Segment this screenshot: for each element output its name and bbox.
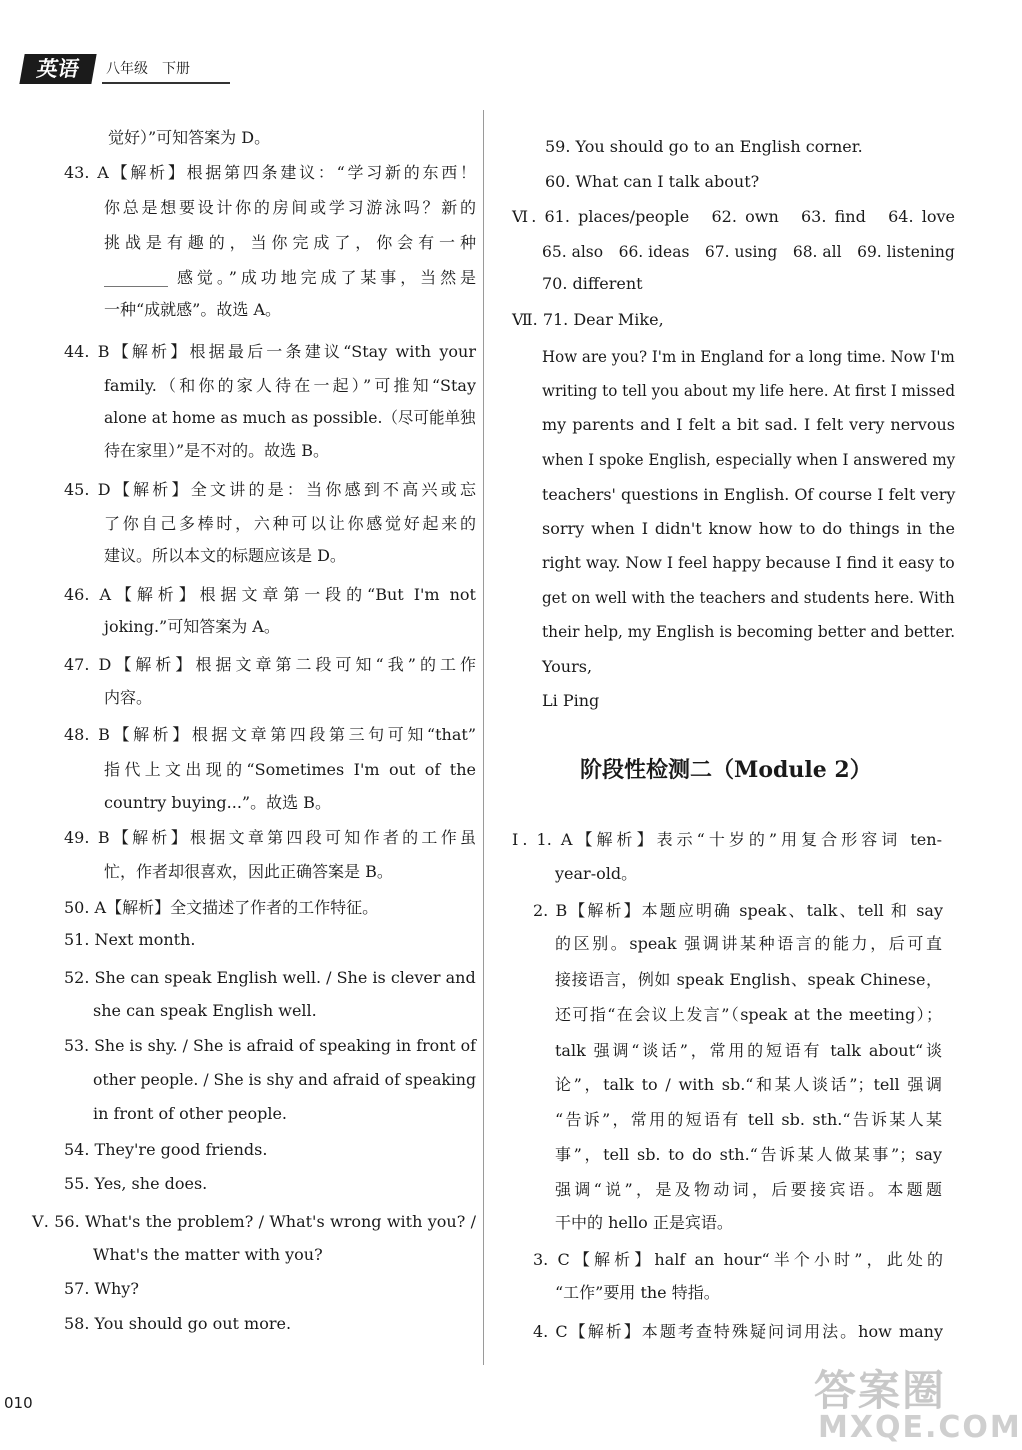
answer-line: 70. different bbox=[542, 274, 643, 293]
answer-line: 48. B【解析】根据文章第四段第三句可知“that” bbox=[64, 725, 476, 744]
answer-line: 45. D【解析】全文讲的是：当你感到不高兴或忘 bbox=[64, 480, 476, 499]
answer-line: Ⅴ. 56. What's the problem? / What's wrong with you? / bbox=[32, 1212, 476, 1231]
answer-line: Ⅶ. 71. Dear Mike, bbox=[512, 310, 664, 329]
grade-label: 八年级 下册 bbox=[106, 61, 190, 77]
answer-line: 51. Next month. bbox=[64, 930, 196, 949]
answer-line: 54. They're good friends. bbox=[64, 1140, 268, 1159]
answer-line: What's the matter with you? bbox=[93, 1245, 323, 1264]
answer-line: Yours, bbox=[542, 657, 593, 676]
answer-line: 55. Yes, she does. bbox=[64, 1174, 208, 1193]
answer-line: ________ 感觉。”成功地完成了某事，当然是 bbox=[104, 268, 476, 287]
answer-line: 60. What can I talk about? bbox=[545, 172, 760, 191]
answer-line: when I spoke English, especially when I answered my bbox=[542, 450, 956, 469]
answer-line: 47. D【解析】根据文章第二段可知“我”的工作 bbox=[64, 655, 476, 674]
explanation-line: 事”，tell sb. to do sth.“告诉某人做某事”；say bbox=[555, 1145, 942, 1164]
explanation-line: 接接语言，例如 speak English、speak Chinese， bbox=[555, 970, 942, 989]
answer-line: in front of other people. bbox=[93, 1104, 287, 1123]
answer-line: 了你自己多棒时，六种可以让你感觉好起来的 bbox=[104, 514, 476, 533]
answer-line: 挑战是有趣的，当你完成了，你会有一种 bbox=[104, 233, 476, 252]
answer-line: Li Ping bbox=[542, 691, 600, 710]
answer-line: 内容。 bbox=[104, 688, 153, 707]
answer-line: 58. You should go out more. bbox=[64, 1314, 292, 1333]
answer-line: 忙，作者却很喜欢，因此正确答案是 B。 bbox=[104, 862, 393, 881]
explanation-line: 4. C【解析】本题考查特殊疑问词用法。how many bbox=[533, 1322, 943, 1341]
answer-line: How are you? I'm in England for a long time. Now I'm bbox=[542, 347, 955, 366]
answer-line: family.（和你的家人待在一起）”可推知“Stay bbox=[104, 376, 476, 395]
answer-line: 52. She can speak English well. / She is clever and bbox=[64, 968, 476, 987]
answer-line: writing to tell you about my life here. At first I missed bbox=[542, 381, 956, 400]
answer-line: 50. A【解析】全文描述了作者的工作特征。 bbox=[64, 898, 379, 917]
explanation-line: 强调“说”，是及物动词，后要接宾语。本题题 bbox=[555, 1180, 942, 1199]
answer-line: 43. A【解析】根据第四条建议：“学习新的东西！ bbox=[64, 163, 476, 182]
answer-line: 一种“成就感”。故选 A。 bbox=[104, 300, 282, 319]
answer-line: other people. / She is shy and afraid of speaking bbox=[93, 1070, 476, 1089]
answer-line: 觉好）”可知答案为 D。 bbox=[108, 128, 271, 147]
answer-line: 65. also 66. ideas 67. using 68. all 69. listening bbox=[542, 242, 955, 261]
explanation-line: “告诉”，常用的短语有 tell sb. sth.“告诉某人某 bbox=[555, 1110, 942, 1129]
answer-line: sorry when I didn't know how to do things in the bbox=[542, 519, 955, 538]
answer-line: country buying...”。故选 B。 bbox=[104, 793, 331, 812]
answer-line: 你总是想要设计你的房间或学习游泳吗？新的 bbox=[104, 198, 476, 217]
subject-logo: 英语 bbox=[19, 54, 96, 84]
explanation-line: Ⅰ. 1. A【解析】表示“十岁的”用复合形容词 ten- bbox=[512, 830, 942, 849]
explanation-line: 干中的 hello 正是宾语。 bbox=[555, 1213, 733, 1232]
explanation-line: 3. C【解析】half an hour“半个小时”，此处的 bbox=[533, 1250, 943, 1269]
explanation-line: 的区别。speak 强调讲某种语言的能力，后可直 bbox=[555, 934, 942, 953]
explanation-line: year-old。 bbox=[555, 864, 638, 883]
answer-line: 待在家里）”是不对的。故选 B。 bbox=[104, 441, 330, 460]
explanation-line: talk 强调“谈话”，常用的短语有 talk about“谈 bbox=[555, 1041, 942, 1060]
explanation-line: 2. B【解析】本题应明确 speak、talk、tell 和 say bbox=[533, 901, 943, 920]
answer-line: 44. B【解析】根据最后一条建议“Stay with your bbox=[64, 342, 476, 361]
answer-line: she can speak English well. bbox=[93, 1001, 317, 1020]
explanation-line: “工作”要用 the 特指。 bbox=[555, 1283, 720, 1302]
answer-line: joking.”可知答案为 A。 bbox=[104, 617, 280, 636]
answer-line: 59. You should go to an English corner. bbox=[545, 137, 863, 156]
answer-line: my parents and I felt a bit sad. I felt very nervous bbox=[542, 415, 955, 434]
watermark-url: MXQE.COM bbox=[818, 1410, 1022, 1445]
answer-line: teachers' questions in English. Of course I felt very bbox=[542, 485, 956, 504]
watermark-text: 答案圈 bbox=[814, 1366, 947, 1415]
watermark-logo bbox=[812, 1358, 1022, 1450]
answer-line: 53. She is shy. / She is afraid of speaking in front of bbox=[64, 1036, 476, 1055]
answer-line: 建议。所以本文的标题应该是 D。 bbox=[104, 546, 346, 565]
answer-line: alone at home as much as possible.（尽可能单独 bbox=[104, 408, 476, 427]
explanation-line: 还可指“在会议上发言”（speak at the meeting）； bbox=[555, 1005, 942, 1024]
answer-line: right way. Now I feel happy because I find it easy to bbox=[542, 553, 955, 572]
answer-line: their help, my English is becoming better and better. bbox=[542, 622, 956, 641]
answer-line: 57. Why? bbox=[64, 1279, 139, 1298]
answer-line: get on well with the teachers and students here. With bbox=[542, 588, 955, 607]
page-number: 010 bbox=[4, 1394, 33, 1412]
explanation-line: 论”，talk to / with sb.“和某人谈话”；tell 强调 bbox=[555, 1075, 942, 1094]
answer-line: 指代上文出现的“Sometimes I'm out of the bbox=[104, 760, 476, 779]
answer-line: 49. B【解析】根据文章第四段可知作者的工作虽 bbox=[64, 828, 476, 847]
answer-line: 46. A【解析】根据文章第一段的“But I'm not bbox=[64, 585, 476, 604]
answer-line: Ⅵ. 61. places/people 62. own 63. find 64. love bbox=[512, 207, 955, 226]
section-title: 阶段性检测二（Module 2） bbox=[580, 757, 872, 783]
